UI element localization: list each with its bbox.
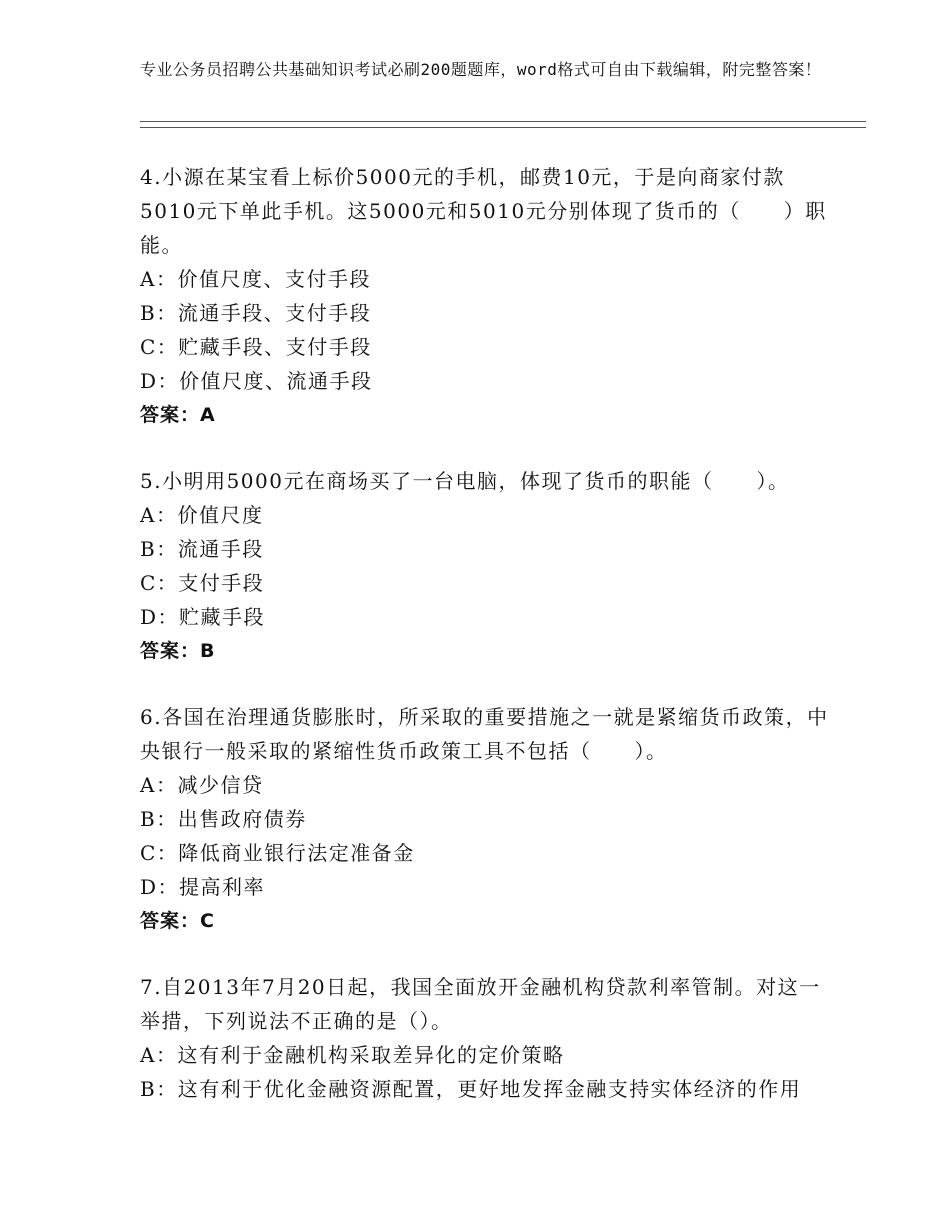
option-c: C：贮藏手段、支付手段 — [140, 335, 372, 359]
question-stem: 4.小源在某宝看上标价5000元的手机，邮费10元，于是向商家付款5010元下单此手机。这5000元和5010元分别体现了货币的（ ）职能。 — [140, 165, 827, 257]
page-header: 专业公务员招聘公共基础知识考试必刷200题题库，word格式可自由下载编辑，附完整答案！ — [140, 60, 822, 79]
question-list — [140, 160, 830, 1106]
option-c: C：支付手段 — [140, 571, 265, 595]
option-b: B：出售政府债券 — [140, 807, 307, 831]
question-stem: 6.各国在治理通货膨胀时，所采取的重要措施之一就是紧缩货币政策，中央银行一般采取的紧缩性货币政策工具不包括（ ）。 — [140, 705, 829, 763]
question-7 — [140, 970, 830, 1106]
option-a: A：价值尺度 — [140, 503, 264, 527]
option-c: C：降低商业银行法定准备金 — [140, 841, 415, 865]
option-d: D：提高利率 — [140, 875, 266, 899]
option-a: A：价值尺度、支付手段 — [140, 267, 371, 291]
option-d: D：价值尺度、流通手段 — [140, 369, 373, 393]
option-a: A：这有利于金融机构采取差异化的定价策略 — [140, 1043, 565, 1067]
question-stem: 7.自2013年7月20日起，我国全面放开金融机构贷款利率管制。对这一举措，下列说法不正确的是（）。 — [140, 975, 821, 1033]
question-5 — [140, 464, 830, 668]
question-6 — [140, 700, 830, 938]
option-b: B：流通手段、支付手段 — [140, 301, 372, 325]
option-d: D：贮藏手段 — [140, 605, 266, 629]
answer-label: 答案：A — [140, 404, 216, 426]
header-double-rule — [140, 121, 866, 128]
question-stem: 5.小明用5000元在商场买了一台电脑，体现了货币的职能（ ）。 — [140, 469, 790, 493]
option-b: B：流通手段 — [140, 537, 264, 561]
answer-label: 答案：B — [140, 640, 216, 662]
question-4 — [140, 160, 830, 432]
answer-label: 答案：C — [140, 910, 215, 932]
option-b: B：这有利于优化金融资源配置，更好地发挥金融支持实体经济的作用 — [140, 1077, 802, 1101]
option-a: A：减少信贷 — [140, 773, 264, 797]
